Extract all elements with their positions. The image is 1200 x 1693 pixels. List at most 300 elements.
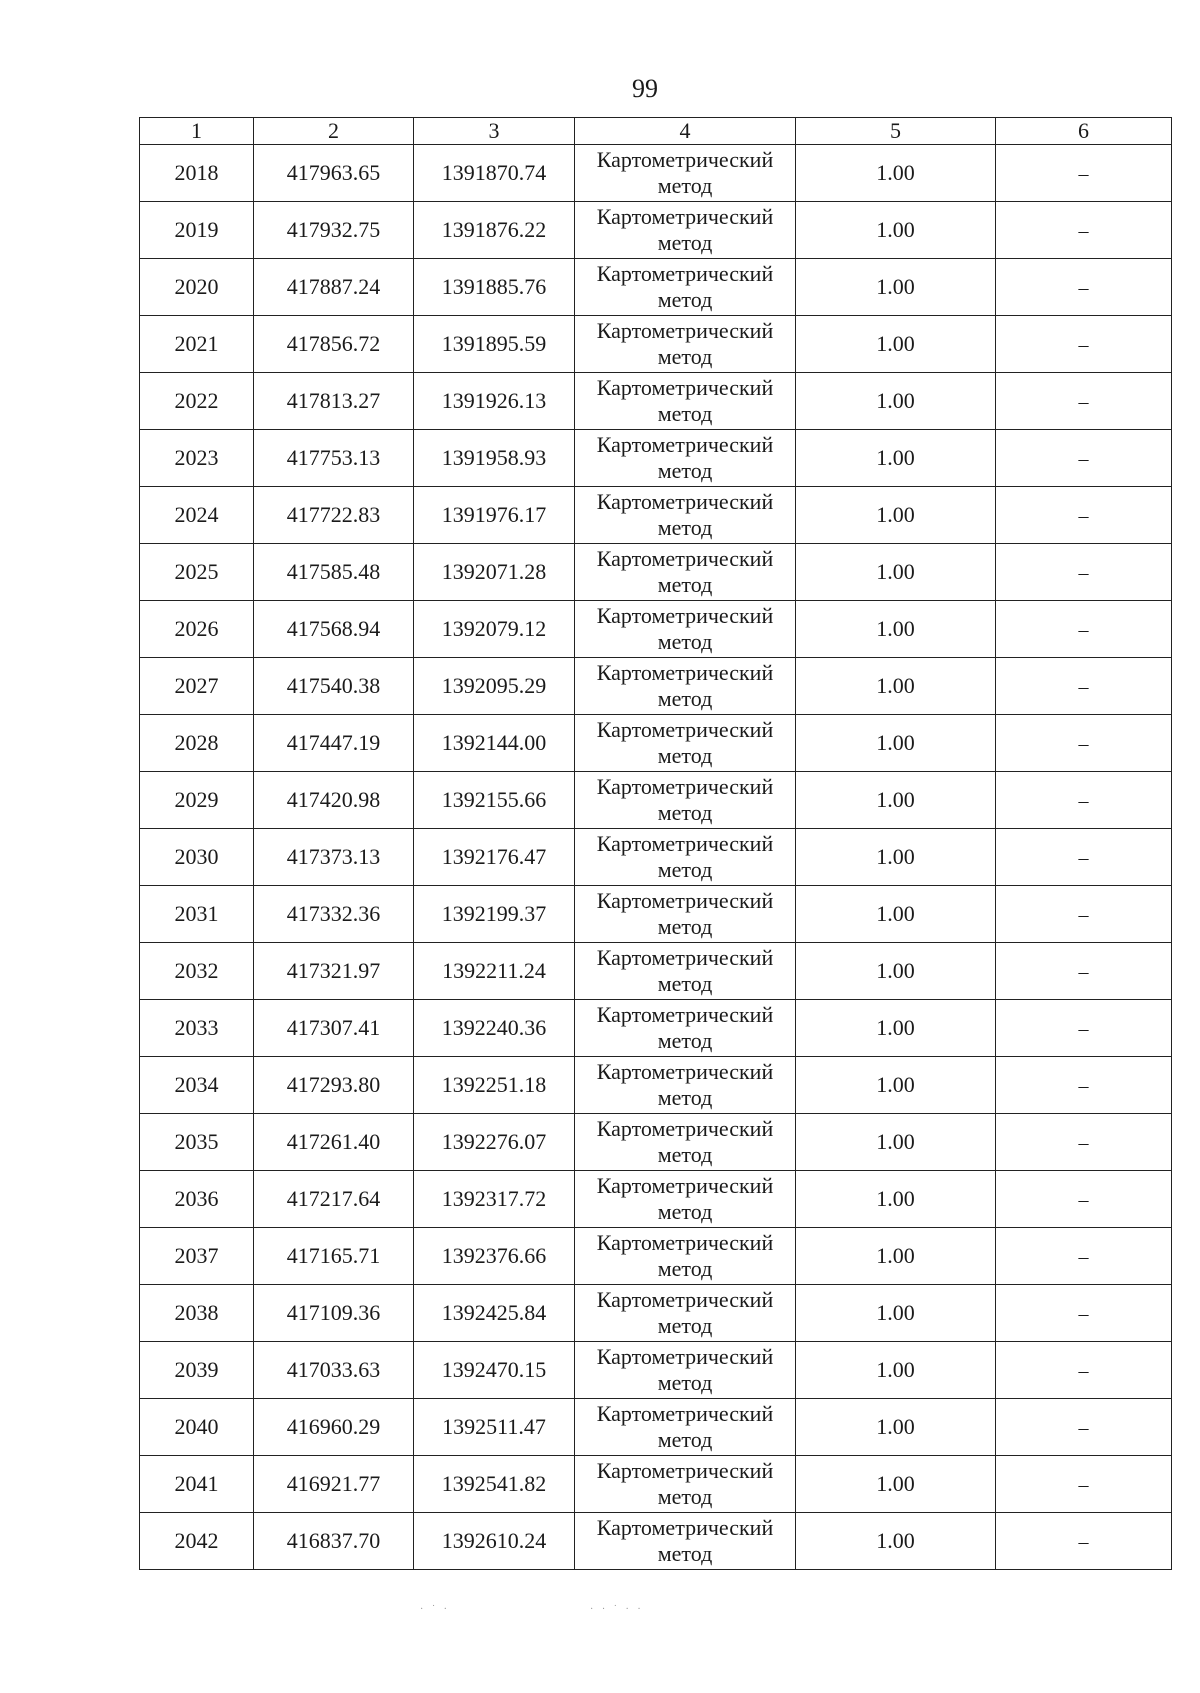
point-number-text: 2042 (174, 1528, 219, 1553)
table-row (140, 1000, 1172, 1057)
x-coordinate-cell (254, 601, 414, 658)
y-coordinate-cell (414, 544, 575, 601)
method-text: Картометрический метод (596, 1287, 774, 1338)
y-coordinate-cell (414, 1513, 575, 1570)
table-row (140, 1228, 1172, 1285)
x-coordinate-cell (254, 829, 414, 886)
point-number-cell (140, 601, 254, 658)
x-coordinate-text: 417217.64 (286, 1186, 381, 1211)
method-cell (575, 829, 796, 886)
point-number-cell (140, 658, 254, 715)
table-row (140, 1342, 1172, 1399)
accuracy-cell (796, 1513, 996, 1570)
table-row (140, 601, 1172, 658)
x-coordinate-cell (254, 316, 414, 373)
note-cell (996, 601, 1172, 658)
note-cell (996, 715, 1172, 772)
x-coordinate-text: 417307.41 (286, 1015, 381, 1040)
note-text: – (1078, 163, 1089, 185)
x-coordinate-text: 417447.19 (286, 730, 381, 755)
table-row (140, 658, 1172, 715)
y-coordinate-cell (414, 772, 575, 829)
x-coordinate-text: 417753.13 (286, 445, 381, 470)
point-number-text: 2033 (174, 1015, 219, 1040)
accuracy-cell (796, 373, 996, 430)
accuracy-text: 1.00 (876, 388, 915, 413)
method-cell (575, 1057, 796, 1114)
x-coordinate-cell (254, 1285, 414, 1342)
accuracy-cell (796, 1000, 996, 1057)
x-coordinate-text: 417420.98 (286, 787, 381, 812)
point-number-text: 2039 (174, 1357, 219, 1382)
y-coordinate-cell (414, 1114, 575, 1171)
x-coordinate-cell (254, 544, 414, 601)
accuracy-cell (796, 1342, 996, 1399)
note-cell (996, 829, 1172, 886)
column-header: 2 (254, 118, 414, 145)
point-number-text: 2036 (174, 1186, 219, 1211)
x-coordinate-text: 417321.97 (286, 958, 381, 983)
method-cell (575, 1000, 796, 1057)
point-number-cell (140, 430, 254, 487)
accuracy-cell (796, 829, 996, 886)
y-coordinate-text: 1391976.17 (441, 502, 547, 527)
point-number-text: 2034 (174, 1072, 219, 1097)
table-row (140, 145, 1172, 202)
method-text: Картометрический метод (596, 489, 774, 540)
method-cell (575, 1513, 796, 1570)
note-text: – (1078, 1018, 1089, 1040)
y-coordinate-cell (414, 829, 575, 886)
y-coordinate-cell (414, 202, 575, 259)
accuracy-text: 1.00 (876, 1528, 915, 1553)
note-text: – (1078, 505, 1089, 527)
method-text: Картометрический метод (596, 546, 774, 597)
y-coordinate-text: 1392071.28 (441, 559, 547, 584)
y-coordinate-cell (414, 1342, 575, 1399)
point-number-text: 2037 (174, 1243, 219, 1268)
method-cell (575, 1342, 796, 1399)
accuracy-text: 1.00 (876, 1357, 915, 1382)
y-coordinate-text: 1392155.66 (441, 787, 547, 812)
y-coordinate-cell (414, 259, 575, 316)
y-coordinate-cell (414, 886, 575, 943)
table-row (140, 886, 1172, 943)
accuracy-cell (796, 145, 996, 202)
point-number-cell (140, 1000, 254, 1057)
point-number-text: 2041 (174, 1471, 219, 1496)
point-number-cell (140, 1114, 254, 1171)
x-coordinate-cell (254, 1171, 414, 1228)
point-number-text: 2027 (174, 673, 219, 698)
note-cell (996, 430, 1172, 487)
method-cell (575, 1228, 796, 1285)
accuracy-text: 1.00 (876, 331, 915, 356)
point-number-text: 2024 (174, 502, 219, 527)
method-cell (575, 601, 796, 658)
method-cell (575, 1456, 796, 1513)
accuracy-text: 1.00 (876, 1300, 915, 1325)
point-number-text: 2026 (174, 616, 219, 641)
method-cell (575, 1114, 796, 1171)
method-text: Картометрический метод (596, 660, 774, 711)
y-coordinate-text: 1391885.76 (441, 274, 547, 299)
y-coordinate-cell (414, 601, 575, 658)
accuracy-text: 1.00 (876, 901, 915, 926)
column-header: 1 (140, 118, 254, 145)
point-number-cell (140, 1171, 254, 1228)
point-number-text: 2038 (174, 1300, 219, 1325)
x-coordinate-text: 417585.48 (286, 559, 381, 584)
x-coordinate-text: 417932.75 (286, 217, 381, 242)
method-cell (575, 1171, 796, 1228)
note-text: – (1078, 562, 1089, 584)
accuracy-text: 1.00 (876, 274, 915, 299)
point-number-cell (140, 487, 254, 544)
method-cell (575, 145, 796, 202)
point-number-text: 2028 (174, 730, 219, 755)
point-number-text: 2031 (174, 901, 219, 926)
x-coordinate-text: 417165.71 (286, 1243, 381, 1268)
method-cell (575, 373, 796, 430)
point-number-cell (140, 1342, 254, 1399)
x-coordinate-cell (254, 715, 414, 772)
y-coordinate-text: 1392079.12 (441, 616, 547, 641)
method-cell (575, 658, 796, 715)
method-text: Картометрический метод (596, 1173, 774, 1224)
x-coordinate-text: 417963.65 (286, 160, 381, 185)
y-coordinate-cell (414, 1171, 575, 1228)
point-number-text: 2032 (174, 958, 219, 983)
method-text: Картометрический метод (596, 831, 774, 882)
accuracy-cell (796, 259, 996, 316)
method-cell (575, 772, 796, 829)
scan-artifact: · · ˙ · · (590, 1604, 644, 1615)
accuracy-text: 1.00 (876, 1243, 915, 1268)
accuracy-cell (796, 886, 996, 943)
note-text: – (1078, 1132, 1089, 1154)
accuracy-text: 1.00 (876, 445, 915, 470)
point-number-cell (140, 1399, 254, 1456)
coordinates-table (139, 117, 1172, 1570)
y-coordinate-text: 1392376.66 (441, 1243, 547, 1268)
point-number-text: 2035 (174, 1129, 219, 1154)
point-number-cell (140, 943, 254, 1000)
table-row (140, 1057, 1172, 1114)
point-number-text: 2025 (174, 559, 219, 584)
note-text: – (1078, 1189, 1089, 1211)
x-coordinate-text: 416837.70 (286, 1528, 381, 1553)
method-text: Картометрический метод (596, 147, 774, 198)
note-cell (996, 1399, 1172, 1456)
y-coordinate-text: 1392541.82 (441, 1471, 547, 1496)
note-text: – (1078, 1360, 1089, 1382)
x-coordinate-cell (254, 1000, 414, 1057)
note-text: – (1078, 1417, 1089, 1439)
note-cell (996, 1228, 1172, 1285)
note-cell (996, 1342, 1172, 1399)
note-text: – (1078, 1474, 1089, 1496)
method-text: Картометрический метод (596, 261, 774, 312)
method-cell (575, 544, 796, 601)
y-coordinate-text: 1392276.07 (441, 1129, 547, 1154)
table-row (140, 943, 1172, 1000)
method-cell (575, 202, 796, 259)
x-coordinate-text: 416921.77 (286, 1471, 381, 1496)
note-text: – (1078, 676, 1089, 698)
note-cell (996, 943, 1172, 1000)
note-cell (996, 658, 1172, 715)
accuracy-text: 1.00 (876, 160, 915, 185)
point-number-text: 2020 (174, 274, 219, 299)
y-coordinate-cell (414, 715, 575, 772)
table-row (140, 1513, 1172, 1570)
accuracy-cell (796, 772, 996, 829)
y-coordinate-cell (414, 658, 575, 715)
accuracy-cell (796, 601, 996, 658)
column-header: 4 (575, 118, 796, 145)
point-number-cell (140, 316, 254, 373)
y-coordinate-text: 1392211.24 (442, 958, 546, 983)
method-text: Картометрический метод (596, 432, 774, 483)
x-coordinate-text: 417109.36 (286, 1300, 381, 1325)
point-number-text: 2022 (174, 388, 219, 413)
accuracy-cell (796, 1399, 996, 1456)
method-cell (575, 1399, 796, 1456)
point-number-text: 2023 (174, 445, 219, 470)
accuracy-cell (796, 430, 996, 487)
note-text: – (1078, 334, 1089, 356)
table-row (140, 715, 1172, 772)
x-coordinate-cell (254, 259, 414, 316)
table-row (140, 373, 1172, 430)
point-number-cell (140, 772, 254, 829)
x-coordinate-cell (254, 487, 414, 544)
accuracy-text: 1.00 (876, 559, 915, 584)
note-cell (996, 544, 1172, 601)
accuracy-text: 1.00 (876, 1072, 915, 1097)
x-coordinate-text: 417033.63 (286, 1357, 381, 1382)
point-number-cell (140, 202, 254, 259)
x-coordinate-cell (254, 886, 414, 943)
y-coordinate-text: 1391958.93 (441, 445, 547, 470)
y-coordinate-text: 1392240.36 (441, 1015, 547, 1040)
point-number-cell (140, 1057, 254, 1114)
x-coordinate-text: 417722.83 (286, 502, 381, 527)
note-text: – (1078, 1075, 1089, 1097)
x-coordinate-text: 417540.38 (286, 673, 381, 698)
table-body (140, 145, 1172, 1570)
point-number-text: 2029 (174, 787, 219, 812)
accuracy-cell (796, 658, 996, 715)
x-coordinate-cell (254, 1114, 414, 1171)
accuracy-cell (796, 1171, 996, 1228)
x-coordinate-cell (254, 772, 414, 829)
method-text: Картометрический метод (596, 603, 774, 654)
note-text: – (1078, 391, 1089, 413)
method-text: Картометрический метод (596, 375, 774, 426)
column-header: 3 (414, 118, 575, 145)
y-coordinate-cell (414, 316, 575, 373)
y-coordinate-text: 1392425.84 (441, 1300, 547, 1325)
method-text: Картометрический метод (596, 1059, 774, 1110)
method-text: Картометрический метод (596, 888, 774, 939)
x-coordinate-cell (254, 658, 414, 715)
table-row (140, 316, 1172, 373)
accuracy-text: 1.00 (876, 502, 915, 527)
note-cell (996, 373, 1172, 430)
accuracy-cell (796, 1285, 996, 1342)
accuracy-cell (796, 1114, 996, 1171)
note-text: – (1078, 277, 1089, 299)
y-coordinate-cell (414, 145, 575, 202)
note-text: – (1078, 961, 1089, 983)
accuracy-text: 1.00 (876, 1471, 915, 1496)
method-text: Картометрический метод (596, 318, 774, 369)
method-text: Картометрический метод (596, 945, 774, 996)
accuracy-text: 1.00 (876, 958, 915, 983)
note-cell (996, 1285, 1172, 1342)
point-number-cell (140, 544, 254, 601)
note-cell (996, 1114, 1172, 1171)
y-coordinate-text: 1391895.59 (441, 331, 547, 356)
accuracy-cell (796, 316, 996, 373)
x-coordinate-cell (254, 1456, 414, 1513)
note-cell (996, 886, 1172, 943)
y-coordinate-cell (414, 1057, 575, 1114)
table-row (140, 430, 1172, 487)
method-cell (575, 1285, 796, 1342)
note-cell (996, 259, 1172, 316)
point-number-text: 2019 (174, 217, 219, 242)
x-coordinate-text: 417813.27 (286, 388, 381, 413)
x-coordinate-text: 417332.36 (286, 901, 381, 926)
accuracy-text: 1.00 (876, 1129, 915, 1154)
note-text: – (1078, 847, 1089, 869)
method-text: Картометрический метод (596, 717, 774, 768)
scan-artifact: · ˙ · (420, 1604, 450, 1615)
method-text: Картометрический метод (596, 774, 774, 825)
y-coordinate-text: 1392144.00 (441, 730, 547, 755)
method-cell (575, 259, 796, 316)
note-cell (996, 1513, 1172, 1570)
x-coordinate-cell (254, 1513, 414, 1570)
table-row (140, 259, 1172, 316)
accuracy-cell (796, 202, 996, 259)
note-cell (996, 202, 1172, 259)
note-text: – (1078, 904, 1089, 926)
y-coordinate-cell (414, 430, 575, 487)
accuracy-cell (796, 544, 996, 601)
table-row (140, 1114, 1172, 1171)
point-number-cell (140, 886, 254, 943)
note-cell (996, 1171, 1172, 1228)
y-coordinate-text: 1391876.22 (441, 217, 547, 242)
note-cell (996, 1057, 1172, 1114)
x-coordinate-cell (254, 943, 414, 1000)
y-coordinate-cell (414, 943, 575, 1000)
note-text: – (1078, 1303, 1089, 1325)
x-coordinate-text: 417887.24 (286, 274, 381, 299)
point-number-text: 2021 (174, 331, 219, 356)
table-row (140, 1285, 1172, 1342)
method-cell (575, 316, 796, 373)
method-text: Картометрический метод (596, 204, 774, 255)
point-number-cell (140, 1285, 254, 1342)
y-coordinate-text: 1392610.24 (441, 1528, 547, 1553)
method-text: Картометрический метод (596, 1515, 774, 1566)
table-row (140, 1171, 1172, 1228)
note-text: – (1078, 1246, 1089, 1268)
note-text: – (1078, 1531, 1089, 1553)
accuracy-text: 1.00 (876, 730, 915, 755)
y-coordinate-cell (414, 1456, 575, 1513)
method-cell (575, 943, 796, 1000)
column-header: 6 (996, 118, 1172, 145)
note-text: – (1078, 220, 1089, 242)
table-row (140, 829, 1172, 886)
y-coordinate-cell (414, 1399, 575, 1456)
note-text: – (1078, 619, 1089, 641)
method-text: Картометрический метод (596, 1401, 774, 1452)
y-coordinate-text: 1391870.74 (441, 160, 547, 185)
note-text: – (1078, 733, 1089, 755)
point-number-cell (140, 829, 254, 886)
y-coordinate-text: 1392470.15 (441, 1357, 547, 1382)
note-cell (996, 1000, 1172, 1057)
y-coordinate-text: 1392095.29 (441, 673, 547, 698)
point-number-cell (140, 145, 254, 202)
accuracy-cell (796, 1228, 996, 1285)
y-coordinate-cell (414, 1228, 575, 1285)
note-cell (996, 487, 1172, 544)
y-coordinate-text: 1392511.47 (442, 1414, 546, 1439)
accuracy-cell (796, 943, 996, 1000)
method-text: Картометрический метод (596, 1344, 774, 1395)
method-text: Картометрический метод (596, 1116, 774, 1167)
x-coordinate-cell (254, 430, 414, 487)
y-coordinate-cell (414, 373, 575, 430)
y-coordinate-text: 1392251.18 (441, 1072, 547, 1097)
accuracy-text: 1.00 (876, 1015, 915, 1040)
method-cell (575, 715, 796, 772)
x-coordinate-cell (254, 202, 414, 259)
note-text: – (1078, 790, 1089, 812)
x-coordinate-cell (254, 1399, 414, 1456)
y-coordinate-cell (414, 1000, 575, 1057)
point-number-cell (140, 259, 254, 316)
point-number-cell (140, 1456, 254, 1513)
accuracy-text: 1.00 (876, 787, 915, 812)
table-row (140, 1456, 1172, 1513)
method-text: Картометрический метод (596, 1230, 774, 1281)
y-coordinate-text: 1392317.72 (441, 1186, 547, 1211)
note-cell (996, 316, 1172, 373)
method-text: Картометрический метод (596, 1002, 774, 1053)
method-text: Картометрический метод (596, 1458, 774, 1509)
x-coordinate-text: 417568.94 (286, 616, 381, 641)
accuracy-cell (796, 487, 996, 544)
x-coordinate-cell (254, 1057, 414, 1114)
accuracy-text: 1.00 (876, 217, 915, 242)
note-text: – (1078, 448, 1089, 470)
point-number-cell (140, 1513, 254, 1570)
x-coordinate-text: 417261.40 (286, 1129, 381, 1154)
note-cell (996, 145, 1172, 202)
point-number-cell (140, 715, 254, 772)
accuracy-text: 1.00 (876, 673, 915, 698)
y-coordinate-cell (414, 1285, 575, 1342)
